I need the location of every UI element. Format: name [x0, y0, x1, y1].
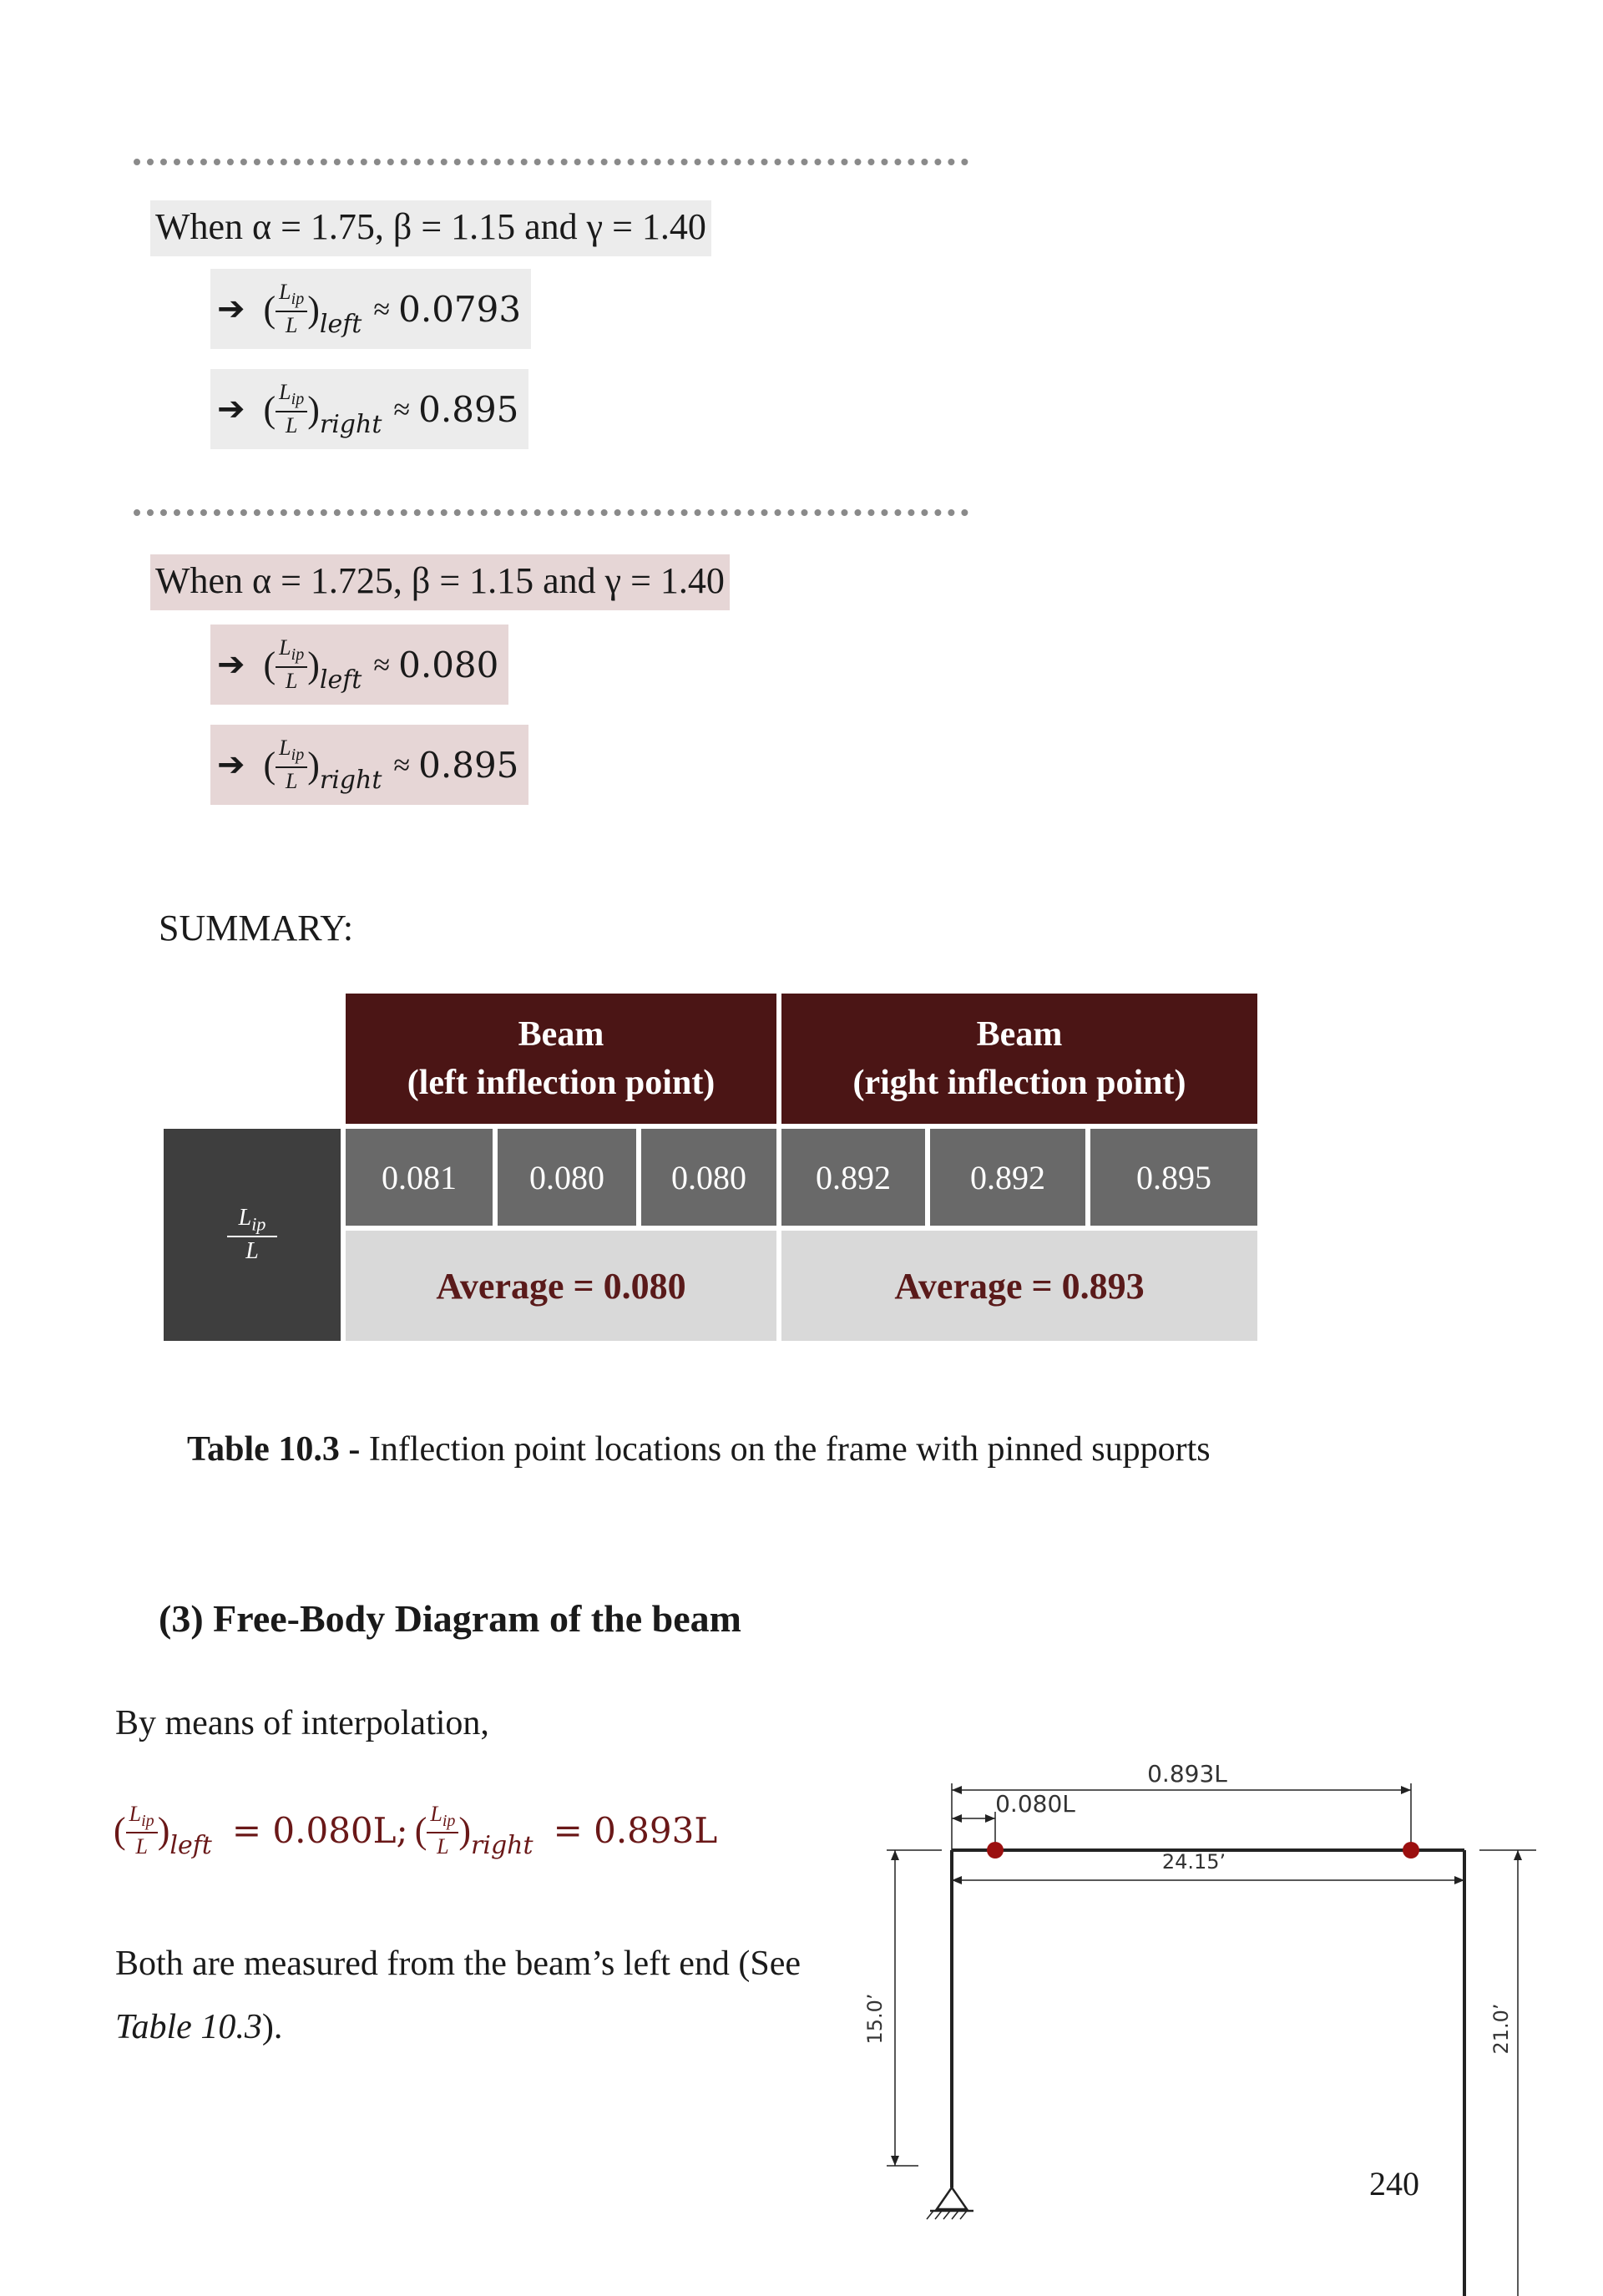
- result-value: 0.0793: [398, 288, 522, 330]
- header-left: Beam (left inflection point): [346, 994, 776, 1124]
- result-value: 0.080: [398, 644, 499, 685]
- arrow-icon: ➔: [217, 746, 245, 784]
- dim-label-left-height: 15.0’: [863, 1993, 887, 2045]
- ratio-fraction: $\frac{L_{ip}}{L}$: [276, 281, 307, 336]
- right-inflection-point: [1403, 1842, 1419, 1859]
- ratio-fraction: $\frac{L_{ip}}{L}$: [276, 737, 307, 791]
- dim-label-right-height: 21.0’: [1489, 2003, 1513, 2055]
- intro-text: By means of interpolation,: [115, 1704, 489, 1742]
- left-inflection-point: [987, 1842, 1004, 1859]
- paragraph-line-1: Both are measured from the beam’s left end (See: [115, 1945, 802, 1983]
- right-value-3: 0.895: [1090, 1129, 1257, 1226]
- side-subscript: left: [319, 665, 362, 695]
- left-average: Average = 0.080: [346, 1231, 776, 1341]
- side-subscript: left: [319, 309, 362, 339]
- side-subscript: right: [319, 765, 382, 795]
- result-right-1: ➔ ( $\frac{L_{ip}}{L}$ ) right ≈ 0.895: [210, 369, 528, 449]
- right-value-1: 0.892: [781, 1129, 925, 1226]
- right-value-2: 0.892: [930, 1129, 1085, 1226]
- dim-label-span: 24.15’: [1161, 1850, 1226, 1874]
- paragraph-line-2: Table 10.3).: [115, 2008, 283, 2046]
- dim-label-0080L: 0.080L: [995, 1790, 1075, 1818]
- right-equation-value: = 0.893L: [553, 1810, 718, 1852]
- frame-diagram: [843, 1753, 1578, 2296]
- dim-label-0893L: 0.893L: [1147, 1760, 1227, 1788]
- left-value-2: 0.080: [498, 1129, 636, 1226]
- result-value: 0.895: [418, 388, 519, 430]
- interpolation-equation: ( $\frac{L_{ip}}{L}$ ) left = 0.080L; ( $\frac{L_{ip}}{L}$ ) right = 0.893L: [114, 1802, 718, 1861]
- condition-line-2: When α = 1.725, β = 1.15 and γ = 1.40: [150, 554, 730, 610]
- condition-line-1: When α = 1.75, β = 1.15 and γ = 1.40: [150, 200, 711, 256]
- side-subscript: right: [319, 409, 382, 439]
- dotted-separator-2: [134, 509, 968, 516]
- summary-label: SUMMARY:: [159, 908, 354, 948]
- arrow-icon: ➔: [217, 290, 245, 328]
- row-label-ratio: $\frac{L_{ip}}{L}$: [164, 1129, 341, 1341]
- result-value: 0.895: [418, 744, 519, 786]
- table-caption: Table 10.3 - Inflection point locations on the frame with pinned supports: [187, 1430, 1211, 1469]
- result-left-1: ➔ ( $\frac{L_{ip}}{L}$ ) left ≈ 0.0793: [210, 269, 531, 349]
- ratio-fraction: $\frac{L_{ip}}{L}$: [276, 637, 307, 691]
- arrow-icon: ➔: [217, 645, 245, 684]
- result-left-2: ➔ ( $\frac{L_{ip}}{L}$ ) left ≈ 0.080: [210, 625, 508, 705]
- dotted-separator-1: [134, 159, 968, 165]
- arrow-icon: ➔: [217, 390, 245, 428]
- page-number: 240: [1369, 2165, 1419, 2202]
- header-right: Beam (right inflection point): [781, 994, 1257, 1124]
- left-equation-value: = 0.080L;: [231, 1810, 408, 1852]
- right-average: Average = 0.893: [781, 1231, 1257, 1341]
- ratio-fraction: $\frac{L_{ip}}{L}$: [276, 382, 307, 436]
- left-value-1: 0.081: [346, 1129, 493, 1226]
- section-heading: (3) Free-Body Diagram of the beam: [159, 1597, 741, 1640]
- left-value-3: 0.080: [641, 1129, 776, 1226]
- result-right-2: ➔ ( $\frac{L_{ip}}{L}$ ) right ≈ 0.895: [210, 725, 528, 805]
